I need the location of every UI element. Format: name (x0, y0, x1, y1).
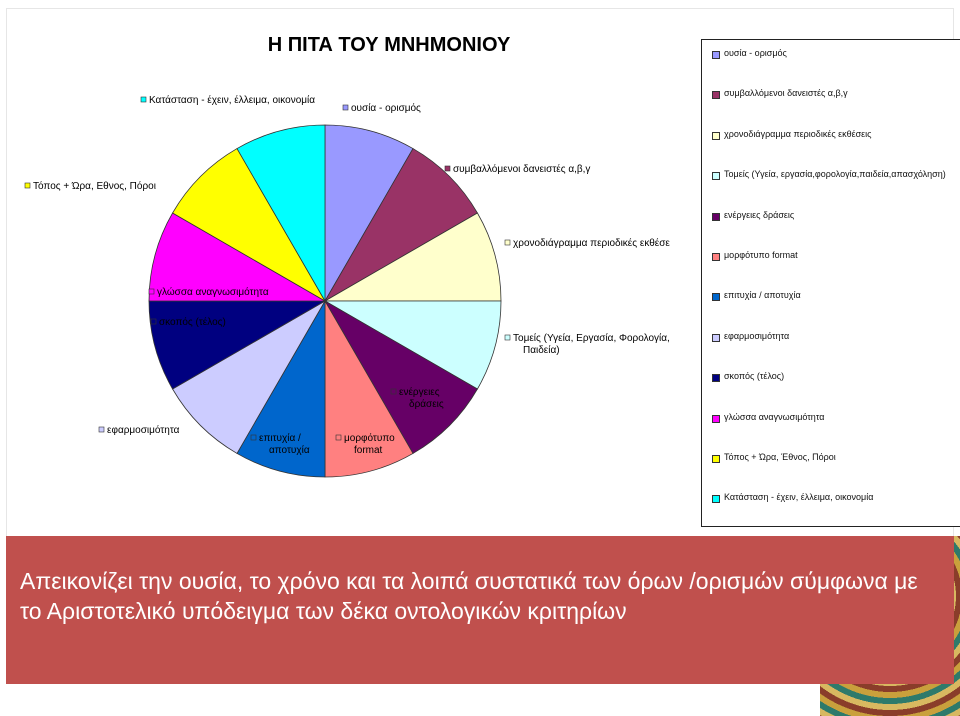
slice-label: γλώσσα αναγνωσιμότητα (157, 287, 269, 298)
legend-item (712, 412, 960, 452)
slice-label: ενέργειες δράσεις (399, 387, 444, 410)
slice-label: συμβαλλόμενοι δανειστές α,β,γ (453, 164, 591, 175)
legend-label: σκοπός (τέλος) (724, 371, 785, 382)
legend-item (712, 371, 960, 411)
legend-swatch (712, 253, 720, 261)
legend-swatch (712, 51, 720, 59)
slice-label-swatch (445, 166, 450, 171)
legend-label: μορφότυπο format (724, 249, 798, 260)
slice-label: ουσία - ορισμός (351, 103, 421, 114)
legend-swatch (712, 213, 720, 221)
legend-item (712, 210, 960, 250)
legend-swatch (712, 415, 720, 423)
slide-caption-area (0, 536, 960, 716)
legend-item (712, 290, 960, 330)
slice-label: Τομείς (Υγεία, Εργασία, Φορολογία, Παιδεία) (513, 333, 670, 356)
slice-label-swatch (343, 105, 348, 110)
legend-item (712, 250, 960, 290)
legend-label: εφαρμοσιμότητα (724, 330, 790, 341)
legend-label: συμβαλλόμενοι δανειστές α,β,γ (724, 88, 848, 99)
caption-text: Απεικονίζει την ουσία, το χρόνο και τα λοιπά συστατικά των όρων /ορισμών σύμφωνα με το Αριστοτελικό υπόδειγμα των δέκα οντολογικών κριτηρίων (20, 568, 918, 624)
slice-label: επιτυχία / αποτυχία (259, 433, 310, 456)
legend-swatch (712, 293, 720, 301)
legend-label: χρονοδιάγραμμα περιοδικές εκθέσεις (724, 128, 872, 139)
slice-label-swatch (149, 289, 154, 294)
chart-title: Η ΠΙΤΑ ΤΟΥ ΜΝΗΜΟΝΙΟΥ (267, 34, 511, 56)
slice-label: εφαρμοσιμότητα (107, 425, 180, 436)
caption-box (6, 536, 954, 684)
legend-label: Τόπος + Ώρα, Έθνος, Πόροι (724, 451, 836, 462)
legend-label: Τομείς (Υγεία, εργασία,φορολογία,παιδεία,απασχόληση) (724, 169, 946, 180)
slice-label: Κατάσταση - έχειν, έλλειμα, οικονομία (149, 95, 316, 106)
slice-label-swatch (251, 435, 256, 440)
slice-label-swatch (505, 335, 510, 340)
slice-label: μορφότυπο format (344, 433, 395, 456)
legend-label: επιτυχία / αποτυχία (724, 290, 801, 301)
legend-swatch (712, 334, 720, 342)
legend-label: ουσία - ορισμός (724, 48, 787, 58)
slice-label-swatch (141, 97, 146, 102)
legend-item (712, 48, 960, 88)
slice-label-swatch (99, 427, 104, 432)
legend-swatch (712, 172, 720, 180)
chart-legend (701, 39, 960, 527)
legend-item (712, 129, 960, 169)
slice-label: Τόπος + Ώρα, Εθνος, Πόροι (33, 181, 156, 192)
legend-label: ενέργειες δράσεις (724, 209, 795, 220)
legend-item (712, 331, 960, 371)
slice-label-swatch (391, 389, 396, 394)
slice-label-swatch (505, 240, 510, 245)
chart-area (6, 8, 954, 538)
legend-item (712, 169, 960, 209)
legend-item (712, 88, 960, 128)
legend-item (712, 452, 960, 492)
slice-label: χρονοδιάγραμμα περιοδικές εκθέσε (513, 238, 670, 249)
legend-swatch (712, 91, 720, 99)
legend-swatch (712, 132, 720, 140)
slice-label-swatch (336, 435, 341, 440)
slice-label-swatch (25, 183, 30, 188)
legend-label: Κατάσταση - έχειν, έλλειμα, οικονομία (724, 492, 874, 503)
legend-swatch (712, 455, 720, 463)
legend-swatch (712, 495, 720, 503)
legend-swatch (712, 374, 720, 382)
legend-label: γλώσσα αναγνωσιμότητα (724, 411, 825, 422)
slice-label-swatch (151, 319, 156, 324)
legend-item (712, 492, 960, 532)
slice-label: σκοπός (τέλος) (159, 317, 226, 328)
